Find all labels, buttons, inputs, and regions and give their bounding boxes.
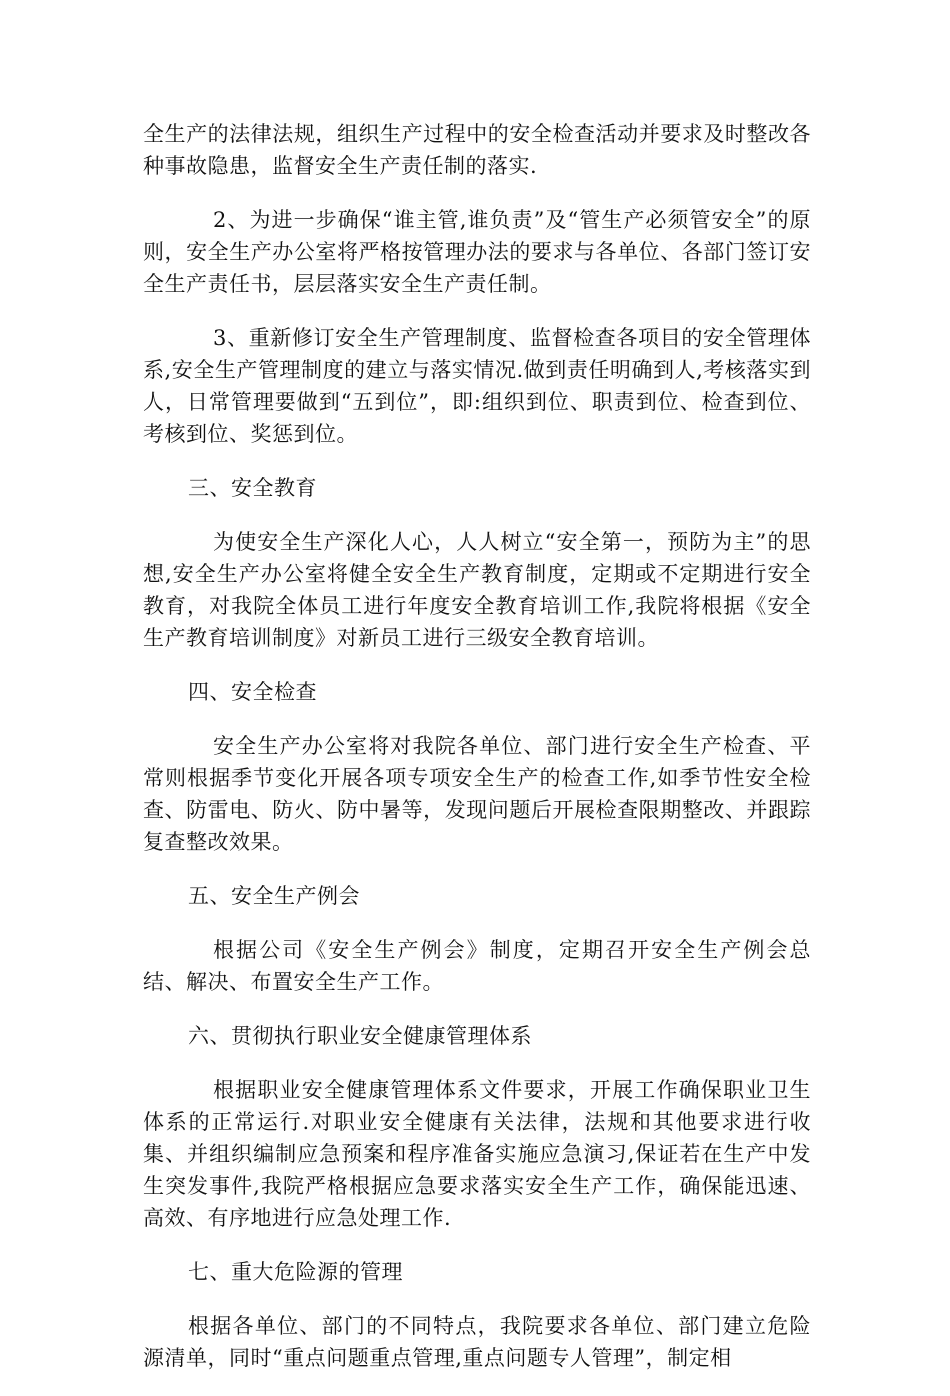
paragraph: 根据职业安全健康管理体系文件要求，开展工作确保职业卫生体系的正常运行.对职业安全健康有关法律，法规和其他要求进行收集、并组织编制应急预案和程序准备实施应急演习,保证若在生产中发生突发事件,我院严格根据应急要求落实安全生产工作，确保能迅速、高效、有序地进行应急处理工作. — [143, 1078, 811, 1230]
section-heading: 六、贯彻执行职业安全健康管理体系 — [188, 1024, 532, 1048]
paragraph: 安全生产办公室将对我院各单位、部门进行安全生产检查、平常则根据季节变化开展各项专项安全生产的检查工作,如季节性安全检查、防雷电、防火、防中暑等，发现问题后开展检查限期整改、并跟踪复查整改效果。 — [143, 734, 811, 854]
section-heading: 四、安全检查 — [188, 680, 317, 704]
section-heading: 七、重大危险源的管理 — [188, 1260, 403, 1284]
paragraph: 2、为进一步确保“谁主管,谁负责”及“管生产必须管安全”的原则，安全生产办公室将严格按管理办法的要求与各单位、各部门签订安全生产责任书，层层落实安全生产责任制。 — [143, 208, 811, 296]
paragraph: 全生产的法律法规，组织生产过程中的安全检查活动并要求及时整改各种事故隐患，监督安全生产责任制的落实. — [143, 122, 811, 178]
paragraph: 根据各单位、部门的不同特点，我院要求各单位、部门建立危险源清单，同时“重点问题重点管理,重点问题专人管理”，制定相 — [143, 1314, 811, 1370]
paragraph: 为使安全生产深化人心，人人树立“安全第一，预防为主”的思想,安全生产办公室将健全安全生产教育制度，定期或不定期进行安全教育，对我院全体员工进行年度安全教育培训工作,我院将根据《安全生产教育培训制度》对新员工进行三级安全教育培训。 — [143, 530, 811, 650]
section-heading: 五、安全生产例会 — [188, 884, 360, 908]
section-heading: 三、安全教育 — [188, 476, 317, 500]
document-page — [143, 118, 811, 1396]
paragraph: 3、重新修订安全生产管理制度、监督检查各项目的安全管理体系,安全生产管理制度的建立与落实情况.做到责任明确到人,考核落实到人，日常管理要做到“五到位”，即:组织到位、职责到位、检查到位、考核到位、奖惩到位。 — [143, 326, 811, 446]
paragraph: 根据公司《安全生产例会》制度，定期召开安全生产例会总结、解决、布置安全生产工作。 — [143, 938, 811, 994]
